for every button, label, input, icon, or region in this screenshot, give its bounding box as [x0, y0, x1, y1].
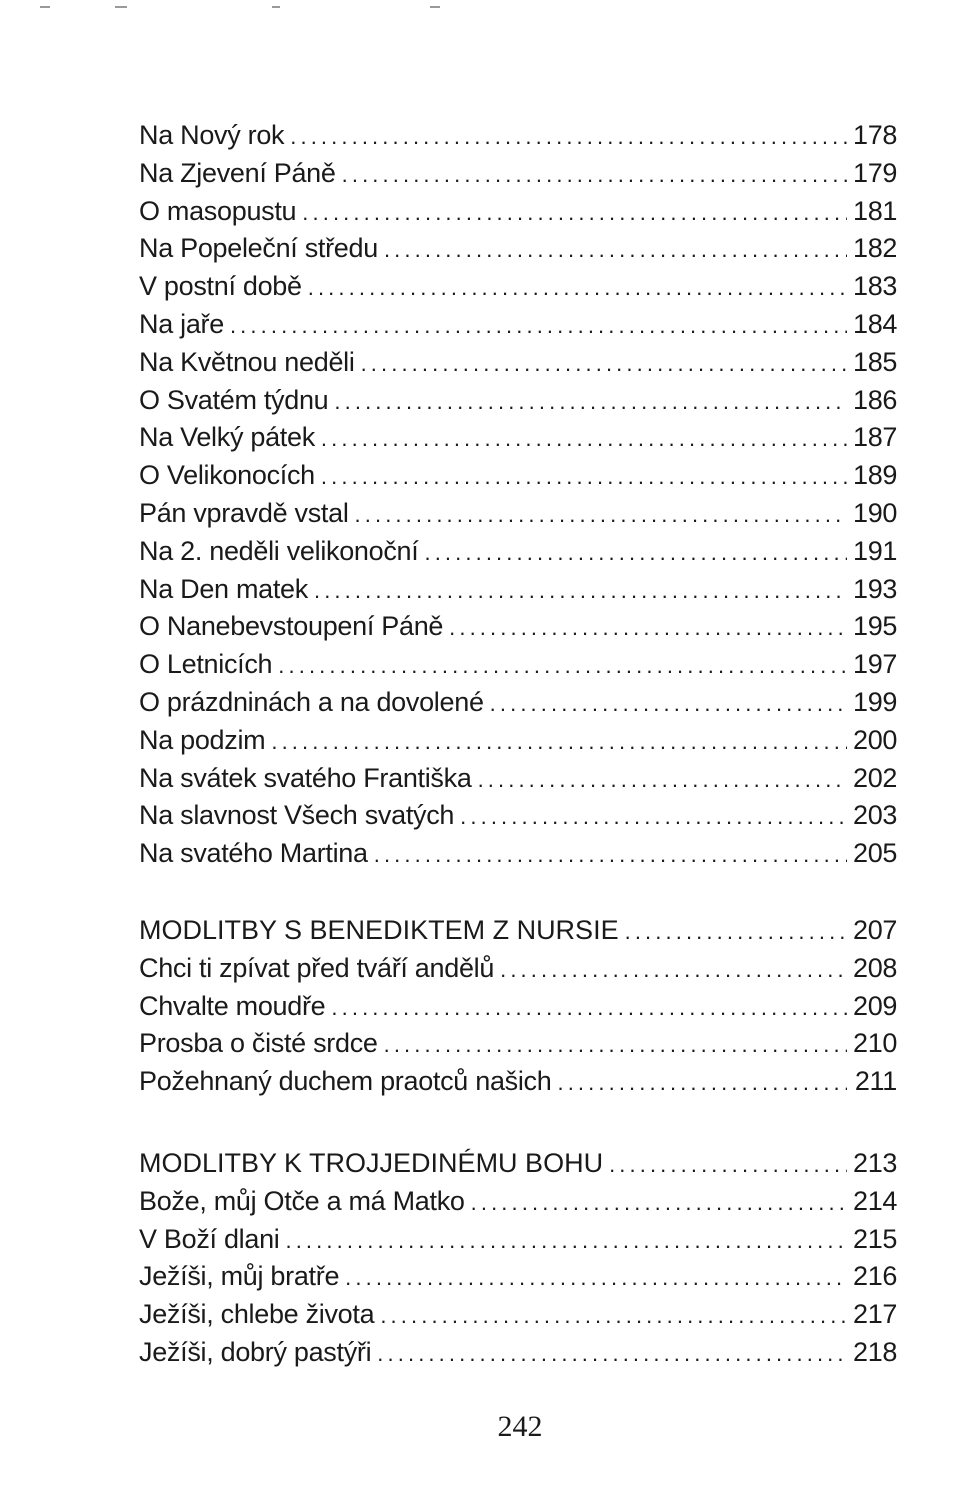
toc-section-trinity — [139, 1145, 897, 1372]
dot-leader — [625, 913, 847, 951]
toc-entry-page: 211 — [854, 1066, 897, 1097]
toc-entry-page: 215 — [853, 1223, 898, 1254]
toc-entry-title: O masopustu — [139, 195, 297, 226]
toc-entry — [139, 268, 897, 306]
toc-entry-title: O Velikonocích — [139, 460, 315, 491]
toc-entry-page: 205 — [853, 838, 898, 869]
toc-entry-page: 200 — [853, 724, 898, 755]
toc-entry — [139, 608, 897, 646]
toc-entry-title: Bože, můj Otče a má Matko — [139, 1185, 465, 1216]
toc-entry-page: 186 — [853, 384, 898, 415]
toc-entry — [139, 646, 897, 684]
dot-leader — [490, 685, 847, 723]
toc-entry-page: 209 — [853, 990, 898, 1021]
toc-entry-page: 191 — [853, 535, 898, 566]
toc-entry — [139, 797, 897, 835]
toc-entry-page: 214 — [853, 1185, 898, 1216]
toc-entry — [139, 306, 897, 344]
toc-entry — [139, 533, 897, 571]
toc-entry-page: 195 — [853, 611, 898, 642]
toc-entry-title: O Svatém týdnu — [139, 384, 329, 415]
toc-entry-title: V Boží dlani — [139, 1223, 280, 1254]
toc-entry-page: 190 — [853, 497, 898, 528]
toc-entry-title: Požehnaný duchem praotců našich — [139, 1066, 552, 1097]
toc-entry — [139, 1334, 897, 1372]
dot-leader — [342, 156, 847, 194]
toc-entry-page: 207 — [853, 915, 898, 945]
toc-entry-page: 203 — [853, 800, 898, 831]
dot-leader — [271, 723, 847, 761]
toc-entry — [139, 722, 897, 760]
toc-entry — [139, 1221, 897, 1259]
dot-leader — [471, 1184, 847, 1222]
toc-entry-title: Na podzim — [139, 724, 266, 755]
toc-entry-page: 178 — [853, 120, 898, 150]
toc-entry-title: O prázdninách a na dovolené — [139, 686, 484, 717]
toc-entry-page: 181 — [853, 195, 898, 226]
toc-entry-page: 213 — [853, 1148, 898, 1178]
dot-leader — [500, 951, 847, 989]
scan-edge-mark — [40, 6, 50, 8]
toc-entry-page: 217 — [853, 1299, 898, 1330]
toc-entry — [139, 230, 897, 268]
dot-leader — [478, 761, 847, 799]
toc-entry-page: 202 — [853, 762, 898, 793]
toc-entry-title: Na svátek svatého Františka — [139, 762, 472, 793]
dot-leader — [321, 420, 847, 458]
dot-leader — [377, 1335, 847, 1373]
dot-leader — [285, 1222, 847, 1260]
dot-leader — [302, 194, 847, 232]
dot-leader — [361, 345, 847, 383]
dot-leader — [230, 307, 847, 345]
toc-section-heading — [139, 912, 897, 950]
dot-leader — [355, 496, 847, 534]
toc-entry — [139, 419, 897, 457]
toc-entry-title: Na Květnou neděli — [139, 346, 355, 377]
toc-entry-page: 189 — [853, 460, 898, 491]
toc-entry-title: Ježíši, dobrý pastýři — [139, 1336, 372, 1367]
dot-leader — [314, 572, 847, 610]
dot-leader — [384, 231, 847, 269]
toc-entry — [139, 1025, 897, 1063]
toc-entry-title: Chvalte moudře — [139, 990, 326, 1021]
toc-entry — [139, 193, 897, 231]
dot-leader — [557, 1064, 847, 1102]
dot-leader — [321, 458, 847, 496]
toc-section-benedict — [139, 912, 897, 1101]
toc-entry — [139, 760, 897, 798]
toc-entry-page: 182 — [853, 233, 898, 264]
page-number: 242 — [497, 1410, 543, 1443]
dot-leader — [609, 1146, 847, 1184]
toc-entry — [139, 684, 897, 722]
dot-leader — [424, 534, 847, 572]
dot-leader — [290, 118, 847, 156]
toc-entry-page: 193 — [853, 573, 898, 604]
toc-entry-title: Pán vpravdě vstal — [139, 497, 349, 528]
dot-leader — [460, 798, 847, 836]
dot-leader — [380, 1297, 847, 1335]
toc-entry-page: 179 — [853, 157, 898, 188]
toc-entry — [139, 950, 897, 988]
toc-entry-page: 210 — [853, 1028, 898, 1059]
toc-entry-page: 199 — [853, 686, 898, 717]
toc-entry — [139, 835, 897, 873]
toc-entry — [139, 344, 897, 382]
toc-entry-title: Na jaře — [139, 308, 224, 339]
dot-leader — [374, 836, 847, 874]
dot-leader — [384, 1026, 847, 1064]
toc-entry — [139, 495, 897, 533]
toc-entry-title: Prosba o čisté srdce — [139, 1028, 378, 1059]
toc-entry-title: Na svatého Martina — [139, 838, 368, 869]
toc-entry-title: Na Popeleční středu — [139, 233, 378, 264]
toc-entry-title: MODLITBY S BENEDIKTEM Z NURSIE — [139, 915, 619, 945]
dot-leader — [278, 647, 847, 685]
toc-entry — [139, 457, 897, 495]
toc-entry — [139, 571, 897, 609]
toc-entry-title: Na 2. neděli velikonoční — [139, 535, 419, 566]
toc-entry-title: V postní době — [139, 271, 302, 302]
toc-entry-title: Na Zjevení Páně — [139, 157, 336, 188]
toc-entry-title: Na Velký pátek — [139, 422, 315, 453]
toc-entry — [139, 1258, 897, 1296]
dot-leader — [345, 1259, 847, 1297]
toc-entry-title: O Letnicích — [139, 649, 273, 680]
toc-entry — [139, 1063, 897, 1101]
toc-entry-title: MODLITBY K TROJJEDINÉMU BOHU — [139, 1148, 604, 1178]
toc-section-feasts — [139, 117, 897, 873]
scan-edge-mark — [115, 6, 127, 8]
toc-entry-title: Na Nový rok — [139, 120, 285, 150]
toc-entry — [139, 1183, 897, 1221]
dot-leader — [308, 269, 847, 307]
scan-edge-mark — [272, 6, 280, 8]
toc-entry-page: 216 — [853, 1261, 898, 1292]
toc-entry-page: 183 — [853, 271, 898, 302]
toc-entry — [139, 382, 897, 420]
toc-entry-page: 185 — [853, 346, 898, 377]
toc-entry — [139, 117, 897, 155]
dot-leader — [331, 989, 847, 1027]
scan-edge-mark — [430, 6, 440, 8]
dot-leader — [334, 383, 847, 421]
toc-entry — [139, 988, 897, 1026]
toc-entry-title: Ježíši, chlebe života — [139, 1299, 375, 1330]
toc-entry-page: 197 — [853, 649, 898, 680]
toc-entry-page: 187 — [853, 422, 898, 453]
toc-entry — [139, 1296, 897, 1334]
toc-entry — [139, 155, 897, 193]
toc-entry-title: O Nanebevstoupení Páně — [139, 611, 444, 642]
toc-entry-title: Na Den matek — [139, 573, 308, 604]
toc-entry-title: Ježíši, můj bratře — [139, 1261, 340, 1292]
toc-entry-title: Na slavnost Všech svatých — [139, 800, 455, 831]
toc-entry-page: 208 — [853, 952, 898, 983]
toc-section-heading — [139, 1145, 897, 1183]
dot-leader — [449, 609, 847, 647]
toc-entry-page: 184 — [853, 308, 898, 339]
toc-entry-title: Chci ti zpívat před tváří andělů — [139, 952, 495, 983]
toc-entry-page: 218 — [853, 1336, 898, 1367]
